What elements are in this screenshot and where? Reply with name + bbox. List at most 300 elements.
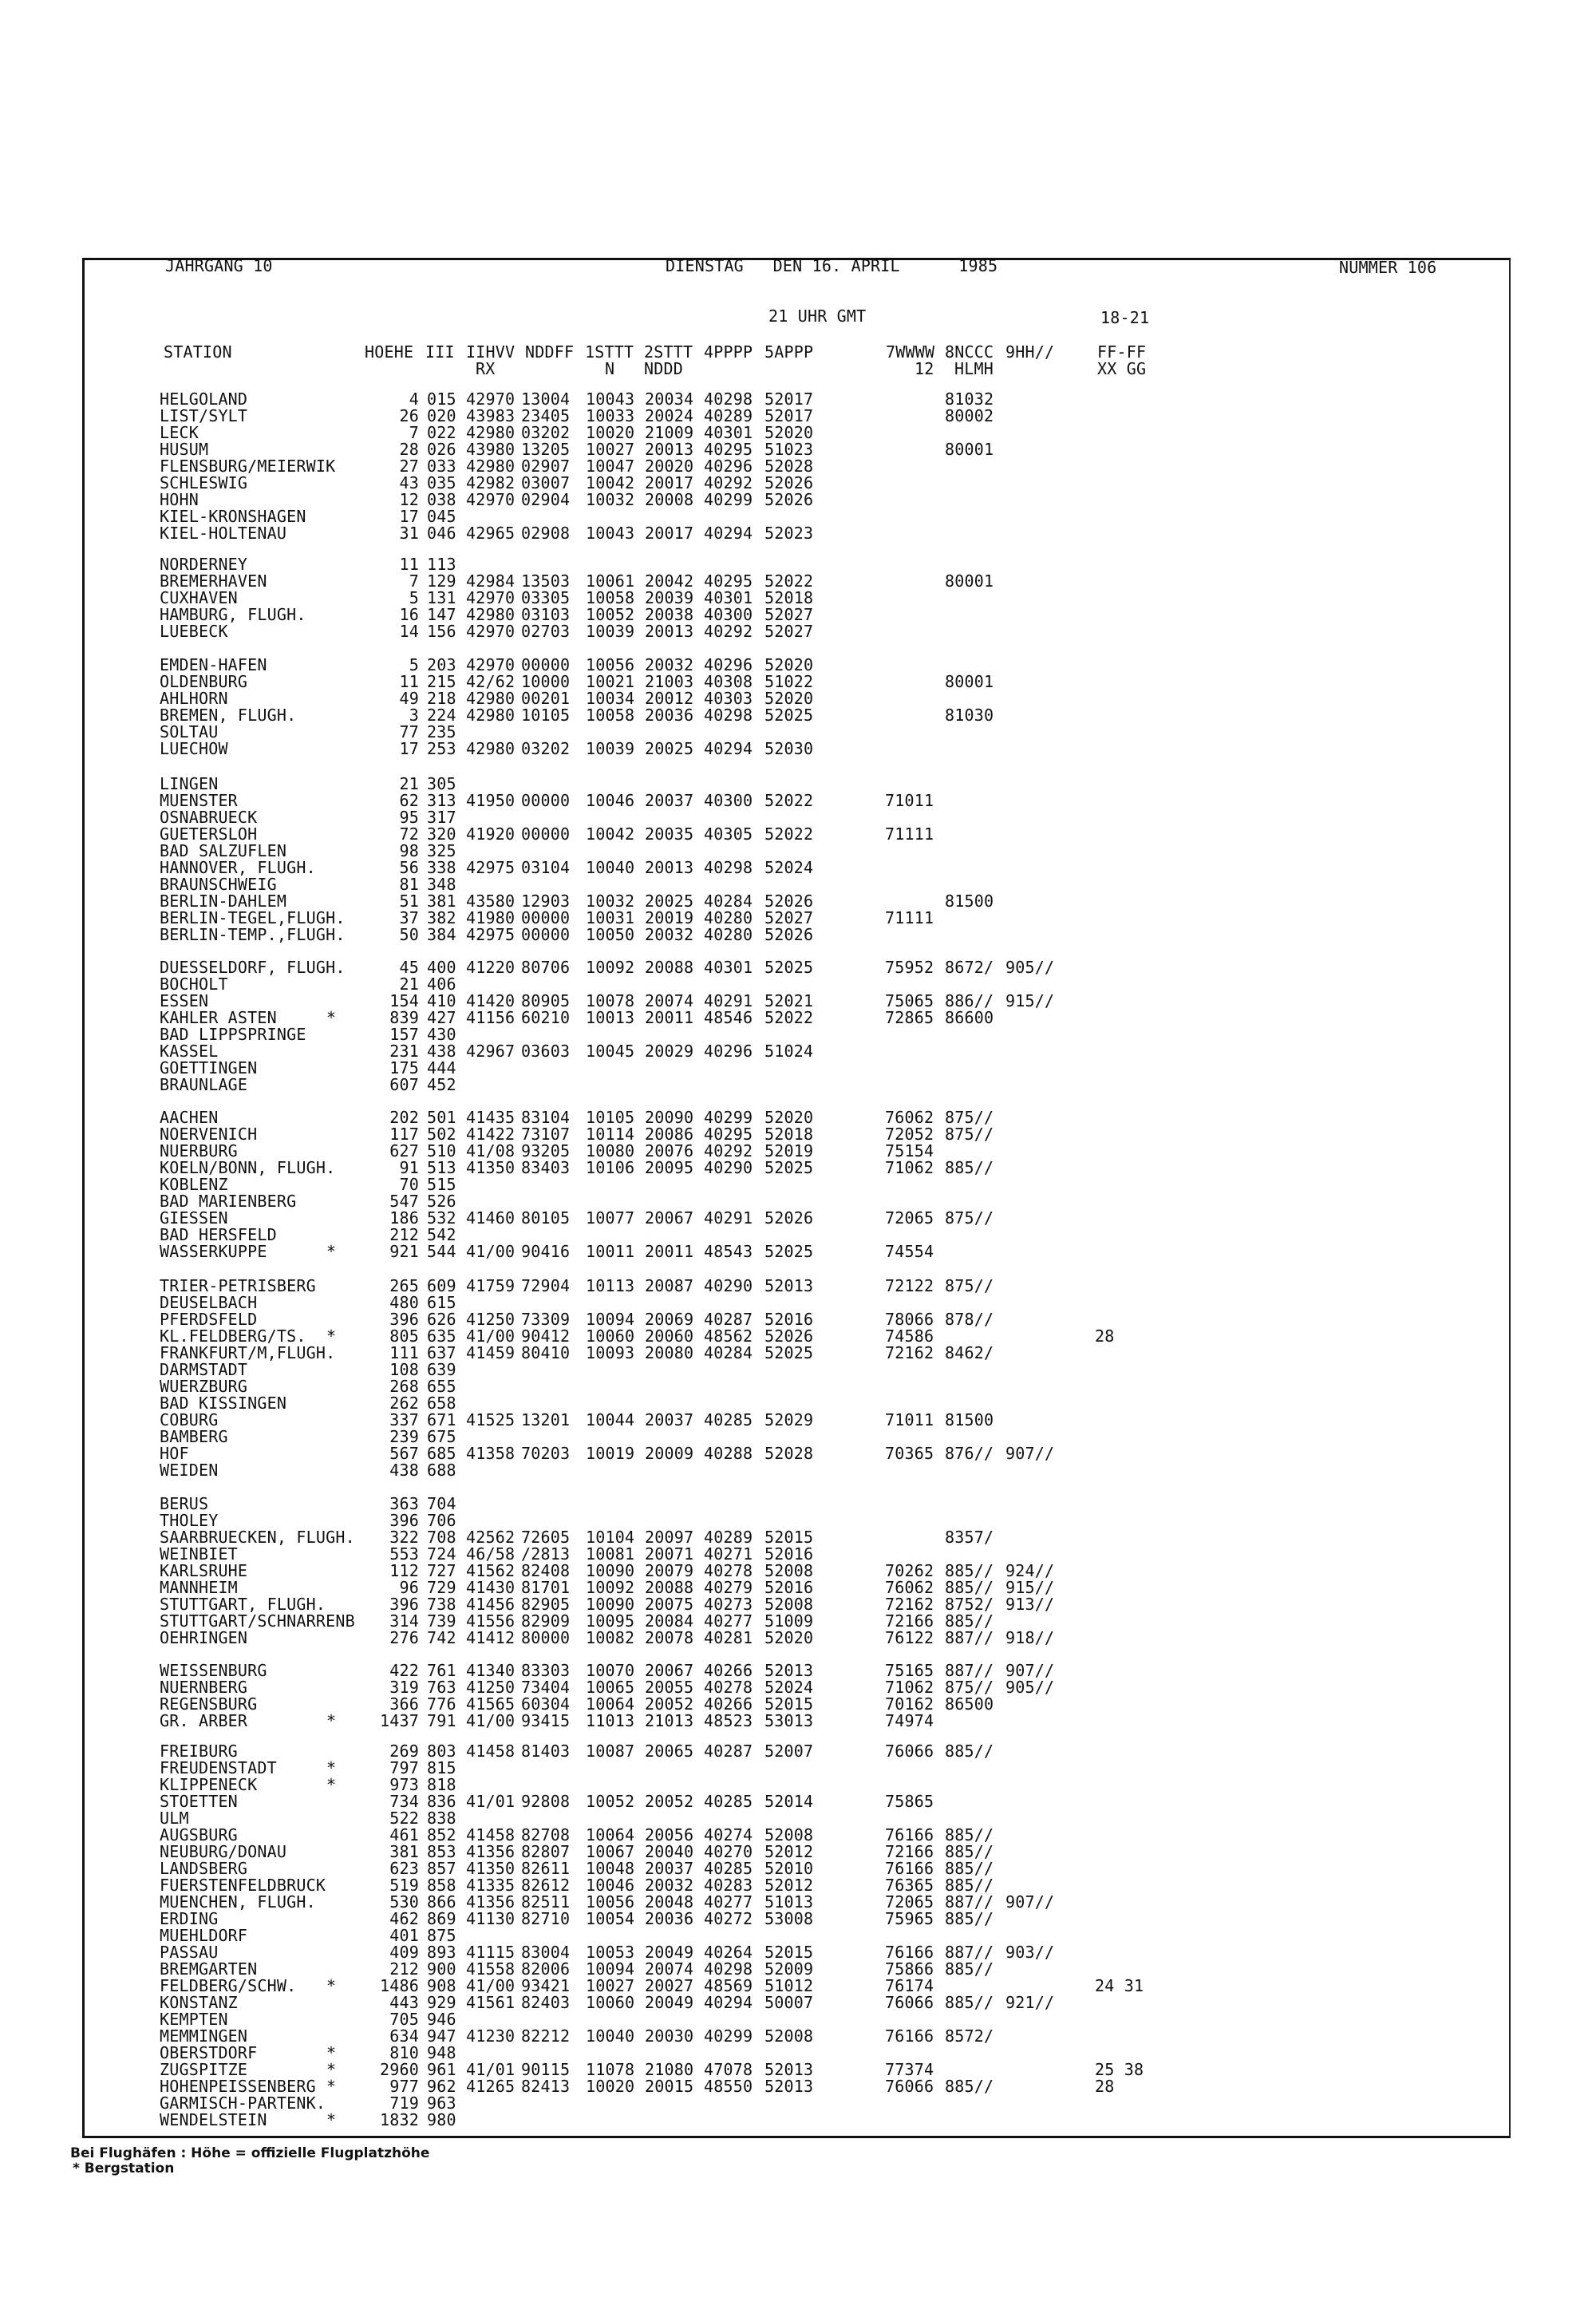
cell-station-name: BREMGARTEN	[160, 1959, 258, 1979]
cell-1sttt: 10039	[586, 739, 635, 758]
cell-5appp: 52017	[764, 406, 814, 425]
cell-nddff: 00000	[521, 655, 571, 674]
cell-5appp: 51013	[764, 1892, 814, 1912]
cell-iihvv: 41435	[466, 1108, 516, 1127]
cell-iii: 348	[427, 875, 456, 894]
cell-2sttt: 20011	[645, 1242, 694, 1261]
cell-iii: 946	[427, 2010, 456, 2029]
cell-iihvv: 41456	[466, 1595, 516, 1614]
cell-nddff: 70203	[521, 1444, 571, 1463]
cell-4pppp: 40294	[704, 1993, 753, 2012]
cell-8nccc: 8672/	[945, 958, 994, 977]
cell-station-name: BERUS	[160, 1494, 209, 1513]
cell-iihvv: 41250	[466, 1310, 516, 1329]
cell-1sttt: 10056	[586, 655, 635, 674]
cell-iihvv: 41350	[466, 1859, 516, 1878]
station-row	[0, 809, 1596, 826]
cell-4pppp: 40296	[704, 1042, 753, 1061]
cell-nddff: 13004	[521, 389, 571, 409]
cell-nddff: 13503	[521, 571, 571, 591]
cell-station-name: GUETERSLOH	[160, 824, 258, 844]
cell-mountain-marker: *	[326, 2077, 337, 2096]
cell-iii: 708	[427, 1528, 456, 1547]
cell-station-name: BAD SALZUFLEN	[160, 841, 287, 860]
cell-2sttt: 20078	[645, 1628, 694, 1647]
cell-nddff: 83104	[521, 1108, 571, 1127]
cell-5appp: 52020	[764, 1628, 814, 1647]
cell-hoehe: 977	[389, 2077, 419, 2096]
station-row	[0, 976, 1596, 993]
cell-4pppp: 48562	[704, 1326, 753, 1346]
station-row	[0, 1462, 1596, 1479]
cell-7wwww: 72162	[885, 1343, 934, 1362]
cell-5appp: 52012	[764, 1842, 814, 1861]
cell-8nccc: 885//	[945, 1876, 994, 1895]
cell-iii: 929	[427, 1993, 456, 2012]
cell-iii: 615	[427, 1293, 456, 1312]
footnote-airports: Bei Flughäfen : Höhe = offizielle Flugplatzhöhe	[70, 2145, 430, 2161]
station-row	[0, 1662, 1596, 1679]
station-row	[0, 2045, 1596, 2062]
cell-7wwww: 76365	[885, 1876, 934, 1895]
cell-station-name: FUERSTENFELDBRUCK	[160, 1876, 326, 1895]
cell-station-name: GARMISCH-PARTENK.	[160, 2093, 326, 2113]
cell-station-name: HELGOLAND	[160, 389, 248, 409]
cell-hoehe: 21	[399, 975, 419, 994]
cell-nddff: 93415	[521, 1711, 571, 1730]
cell-2sttt: 20009	[645, 1444, 694, 1463]
cell-1sttt: 10048	[586, 1859, 635, 1878]
cell-nddff: 93421	[521, 1976, 571, 1995]
cell-5appp: 52026	[764, 925, 814, 944]
cell-hoehe: 422	[389, 1661, 419, 1680]
cell-iihvv: 41358	[466, 1444, 516, 1463]
cell-8nccc: 81032	[945, 389, 994, 409]
cell-8nccc: 86500	[945, 1694, 994, 1714]
col-subhead-ff-ff: XX GG	[1097, 359, 1147, 378]
cell-4pppp: 40290	[704, 1158, 753, 1177]
station-row	[0, 1995, 1596, 2011]
cell-iii: 836	[427, 1792, 456, 1811]
station-row	[0, 623, 1596, 640]
cell-station-name: KIEL-HOLTENAU	[160, 524, 287, 543]
cell-4pppp: 40272	[704, 1909, 753, 1928]
cell-9hh: 907//	[1005, 1661, 1055, 1680]
cell-iii: 400	[427, 958, 456, 977]
cell-iii: 688	[427, 1461, 456, 1480]
cell-hoehe: 231	[389, 1042, 419, 1061]
cell-2sttt: 20017	[645, 524, 694, 543]
cell-iihvv: 41350	[466, 1158, 516, 1177]
cell-iii: 815	[427, 1758, 456, 1777]
cell-2sttt: 20025	[645, 739, 694, 758]
header-number: NUMMER 106	[1339, 258, 1437, 277]
cell-iii: 235	[427, 722, 456, 741]
cell-2sttt: 20087	[645, 1276, 694, 1295]
cell-iihvv: 42980	[466, 706, 516, 725]
cell-1sttt: 10047	[586, 457, 635, 476]
cell-2sttt: 20039	[645, 588, 694, 607]
cell-nddff: 00201	[521, 689, 571, 708]
station-row	[0, 1210, 1596, 1227]
cell-7wwww: 71011	[885, 1410, 934, 1429]
cell-2sttt: 20086	[645, 1125, 694, 1144]
cell-station-name: BREMERHAVEN	[160, 571, 267, 591]
cell-station-name: BRAUNSCHWEIG	[160, 875, 277, 894]
cell-nddff: 82006	[521, 1959, 571, 1979]
cell-1sttt: 10034	[586, 689, 635, 708]
cell-hoehe: 16	[399, 605, 419, 624]
cell-iihvv: 41115	[466, 1943, 516, 1962]
station-row	[0, 391, 1596, 408]
cell-1sttt: 10032	[586, 892, 635, 911]
cell-hoehe: 262	[389, 1394, 419, 1413]
station-row	[0, 1579, 1596, 1596]
cell-nddff: 10105	[521, 706, 571, 725]
cell-8nccc: 875//	[945, 1108, 994, 1127]
cell-hoehe: 438	[389, 1461, 419, 1480]
cell-hoehe: 37	[399, 908, 419, 927]
cell-4pppp: 40295	[704, 1125, 753, 1144]
cell-hoehe: 480	[389, 1293, 419, 1312]
cell-7wwww: 74974	[885, 1711, 934, 1730]
cell-iihvv: 42984	[466, 571, 516, 591]
cell-7wwww: 76062	[885, 1578, 934, 1597]
cell-nddff: 93205	[521, 1141, 571, 1160]
cell-nddff: 02908	[521, 524, 571, 543]
cell-nddff: 03103	[521, 605, 571, 624]
cell-5appp: 52027	[764, 605, 814, 624]
cell-7wwww: 72166	[885, 1842, 934, 1861]
cell-station-name: BOCHOLT	[160, 975, 228, 994]
header-jahrgang: JAHRGANG 10	[165, 256, 273, 275]
cell-2sttt: 20069	[645, 1310, 694, 1329]
cell-5appp: 52010	[764, 1859, 814, 1878]
cell-nddff: 82612	[521, 1876, 571, 1895]
cell-1sttt: 10092	[586, 1578, 635, 1597]
cell-7wwww: 76122	[885, 1628, 934, 1647]
cell-iihvv: 41556	[466, 1611, 516, 1631]
cell-iii: 852	[427, 1825, 456, 1844]
cell-station-name: STUTTGART, FLUGH.	[160, 1595, 326, 1614]
cell-5appp: 52020	[764, 1108, 814, 1127]
cell-iii: 962	[427, 2077, 456, 2096]
cell-4pppp: 40266	[704, 1694, 753, 1714]
cell-station-name: BAD KISSINGEN	[160, 1394, 287, 1413]
cell-7wwww: 75965	[885, 1909, 934, 1928]
cell-2sttt: 20027	[645, 1976, 694, 1995]
station-row	[0, 1827, 1596, 1844]
cell-9hh: 907//	[1005, 1892, 1055, 1912]
cell-2sttt: 20040	[645, 1842, 694, 1861]
cell-nddff: 03007	[521, 473, 571, 492]
cell-5appp: 52016	[764, 1544, 814, 1564]
cell-9hh: 915//	[1005, 991, 1055, 1010]
station-row	[0, 1679, 1596, 1696]
cell-7wwww: 70262	[885, 1561, 934, 1580]
col-head-ff-ff: FF-FF	[1097, 342, 1147, 362]
cell-nddff: 00000	[521, 908, 571, 927]
cell-2sttt: 20032	[645, 1876, 694, 1895]
cell-station-name: NEUBURG/DONAU	[160, 1842, 287, 1861]
cell-7wwww: 72065	[885, 1892, 934, 1912]
cell-8nccc: 8357/	[945, 1528, 994, 1547]
cell-iihvv: 42562	[466, 1528, 516, 1547]
cell-iihvv: 41980	[466, 908, 516, 927]
cell-9hh: 907//	[1005, 1444, 1055, 1463]
cell-iihvv: 41565	[466, 1694, 516, 1714]
cell-7wwww: 76174	[885, 1976, 934, 1995]
cell-8nccc: 885//	[945, 1611, 994, 1631]
cell-2sttt: 21009	[645, 423, 694, 442]
cell-iii: 727	[427, 1561, 456, 1580]
cell-iii: 113	[427, 555, 456, 574]
cell-iihvv: 41430	[466, 1578, 516, 1597]
cell-1sttt: 10060	[586, 1326, 635, 1346]
station-row	[0, 959, 1596, 976]
cell-iihvv: 42967	[466, 1042, 516, 1061]
cell-1sttt: 10043	[586, 389, 635, 409]
cell-iii: 875	[427, 1926, 456, 1945]
station-row	[0, 1328, 1596, 1345]
cell-1sttt: 10092	[586, 958, 635, 977]
cell-5appp: 52013	[764, 1661, 814, 1680]
cell-1sttt: 10058	[586, 588, 635, 607]
cell-5appp: 52026	[764, 473, 814, 492]
cell-4pppp: 40291	[704, 991, 753, 1010]
cell-station-name: BERLIN-TEMP.,FLUGH.	[160, 925, 346, 944]
cell-iii: 510	[427, 1141, 456, 1160]
cell-mountain-marker: *	[326, 1976, 337, 1995]
cell-1sttt: 10039	[586, 622, 635, 641]
cell-iii: 224	[427, 706, 456, 725]
cell-8nccc: 875//	[945, 1678, 994, 1697]
cell-2sttt: 20079	[645, 1561, 694, 1580]
cell-station-name: PFERDSFELD	[160, 1310, 258, 1329]
cell-1sttt: 10105	[586, 1108, 635, 1127]
cell-hoehe: 239	[389, 1427, 419, 1446]
station-row	[0, 724, 1596, 741]
cell-nddff: 82807	[521, 1842, 571, 1861]
cell-hoehe: 627	[389, 1141, 419, 1160]
cell-5appp: 52015	[764, 1694, 814, 1714]
cell-iihvv: 42980	[466, 739, 516, 758]
cell-hoehe: 49	[399, 689, 419, 708]
cell-iii: 671	[427, 1410, 456, 1429]
cell-station-name: KL.FELDBERG/TS.	[160, 1326, 306, 1346]
cell-2sttt: 20056	[645, 1825, 694, 1844]
cell-8nccc: 80001	[945, 571, 994, 591]
station-row	[0, 2028, 1596, 2045]
cell-5appp: 52030	[764, 739, 814, 758]
cell-iihvv: 43580	[466, 892, 516, 911]
station-row	[0, 1227, 1596, 1243]
cell-hoehe: 51	[399, 892, 419, 911]
cell-2sttt: 20049	[645, 1993, 694, 2012]
footnote-mountain-station: * Bergstation	[73, 2161, 175, 2176]
station-row	[0, 793, 1596, 809]
cell-station-name: ZUGSPITZE	[160, 2060, 248, 2079]
station-row	[0, 1345, 1596, 1362]
cell-iii: 639	[427, 1360, 456, 1379]
cell-1sttt: 10052	[586, 1792, 635, 1811]
cell-4pppp: 40299	[704, 1108, 753, 1127]
cell-iihvv: 42975	[466, 925, 516, 944]
cell-1sttt: 10058	[586, 706, 635, 725]
cell-2sttt: 20013	[645, 858, 694, 877]
cell-nddff: /2813	[521, 1544, 571, 1564]
station-row	[0, 1844, 1596, 1860]
cell-station-name: OBERSTDORF	[160, 2043, 258, 2062]
cell-hoehe: 7	[409, 423, 419, 442]
cell-1sttt: 10040	[586, 2026, 635, 2046]
station-row	[0, 1445, 1596, 1462]
cell-1sttt: 10081	[586, 1544, 635, 1564]
cell-iihvv: 42982	[466, 473, 516, 492]
cell-2sttt: 20037	[645, 1410, 694, 1429]
cell-iii: 046	[427, 524, 456, 543]
cell-iihvv: 41420	[466, 991, 516, 1010]
cell-iihvv: 41759	[466, 1276, 516, 1295]
cell-iii: 156	[427, 622, 456, 641]
cell-nddff: 82611	[521, 1859, 571, 1878]
cell-hoehe: 212	[389, 1959, 419, 1979]
cell-8nccc: 886//	[945, 991, 994, 1010]
cell-iii: 325	[427, 841, 456, 860]
col-head-7wwww: 7WWWW	[886, 342, 935, 362]
cell-4pppp: 40284	[704, 892, 753, 911]
cell-station-name: OEHRINGEN	[160, 1628, 248, 1647]
cell-iii: 818	[427, 1775, 456, 1794]
cell-station-name: BAD LIPPSPRINGE	[160, 1025, 306, 1044]
cell-iihvv: 41356	[466, 1892, 516, 1912]
station-row	[0, 573, 1596, 590]
cell-2sttt: 21003	[645, 672, 694, 691]
col-head-hoehe: HOEHE	[365, 342, 414, 362]
cell-1sttt: 10054	[586, 1909, 635, 1928]
cell-5appp: 52027	[764, 622, 814, 641]
cell-hoehe: 91	[399, 1158, 419, 1177]
station-row	[0, 408, 1596, 425]
cell-hoehe: 553	[389, 1544, 419, 1564]
cell-iii: 761	[427, 1661, 456, 1680]
cell-nddff: 80410	[521, 1343, 571, 1362]
cell-iihvv: 42970	[466, 655, 516, 674]
cell-iii: 026	[427, 440, 456, 459]
cell-5appp: 52007	[764, 1742, 814, 1761]
cell-7wwww: 77374	[885, 2060, 934, 2079]
station-row	[0, 876, 1596, 893]
cell-7wwww: 76066	[885, 1742, 934, 1761]
cell-7wwww: 72122	[885, 1276, 934, 1295]
cell-iihvv: 42970	[466, 389, 516, 409]
cell-9hh: 905//	[1005, 958, 1055, 977]
cell-nddff: 03305	[521, 588, 571, 607]
cell-1sttt: 10061	[586, 571, 635, 591]
cell-1sttt: 10032	[586, 490, 635, 509]
cell-iii: 544	[427, 1242, 456, 1261]
station-row	[0, 1911, 1596, 1927]
cell-hoehe: 21	[399, 774, 419, 793]
cell-station-name: NUERBURG	[160, 1141, 238, 1160]
cell-9hh: 915//	[1005, 1578, 1055, 1597]
cell-4pppp: 40273	[704, 1595, 753, 1614]
col-subhead-1sttt: N	[605, 359, 615, 378]
cell-nddff: 82710	[521, 1909, 571, 1928]
station-row	[0, 741, 1596, 757]
cell-7wwww: 76166	[885, 1943, 934, 1962]
cell-hoehe: 366	[389, 1694, 419, 1714]
cell-2sttt: 20055	[645, 1678, 694, 1697]
cell-iihvv: 41/00	[466, 1976, 516, 1995]
cell-5appp: 52008	[764, 1595, 814, 1614]
cell-nddff: 23405	[521, 406, 571, 425]
cell-4pppp: 40300	[704, 791, 753, 810]
cell-1sttt: 11013	[586, 1711, 635, 1730]
cell-8nccc: 887//	[945, 1661, 994, 1680]
cell-iii: 215	[427, 672, 456, 691]
station-row	[0, 657, 1596, 674]
cell-hoehe: 973	[389, 1775, 419, 1794]
cell-8nccc: 885//	[945, 1842, 994, 1861]
cell-hoehe: 268	[389, 1377, 419, 1396]
cell-9hh: 924//	[1005, 1561, 1055, 1580]
cell-hoehe: 734	[389, 1792, 419, 1811]
cell-nddff: 00000	[521, 791, 571, 810]
cell-nddff: 80905	[521, 991, 571, 1010]
cell-nddff: 82403	[521, 1993, 571, 2012]
cell-station-name: KOELN/BONN, FLUGH.	[160, 1158, 336, 1177]
cell-5appp: 52013	[764, 2077, 814, 2096]
cell-1sttt: 10046	[586, 1876, 635, 1895]
cell-iii: 438	[427, 1042, 456, 1061]
cell-8nccc: 887//	[945, 1628, 994, 1647]
station-row	[0, 927, 1596, 943]
cell-station-name: OSNABRUECK	[160, 808, 258, 827]
cell-iii: 038	[427, 490, 456, 509]
col-head-9hh: 9HH//	[1005, 342, 1055, 362]
cell-station-name: DARMSTADT	[160, 1360, 248, 1379]
cell-iihvv: 41230	[466, 2026, 516, 2046]
station-row	[0, 475, 1596, 492]
cell-iihvv: 46/58	[466, 1544, 516, 1564]
station-row	[0, 1378, 1596, 1395]
cell-iihvv: 41525	[466, 1410, 516, 1429]
cell-nddff: 60210	[521, 1008, 571, 1027]
cell-9hh: 905//	[1005, 1678, 1055, 1697]
cell-2sttt: 20032	[645, 655, 694, 674]
cell-iii: 739	[427, 1611, 456, 1631]
cell-station-name: WASSERKUPPE	[160, 1242, 267, 1261]
cell-hoehe: 462	[389, 1909, 419, 1928]
cell-nddff: 03603	[521, 1042, 571, 1061]
cell-mountain-marker: *	[326, 2043, 337, 2062]
station-row	[0, 993, 1596, 1010]
cell-station-name: THOLEY	[160, 1511, 219, 1530]
cell-4pppp: 40298	[704, 858, 753, 877]
cell-2sttt: 20030	[645, 2026, 694, 2046]
cell-7wwww: 72166	[885, 1611, 934, 1631]
cell-hoehe: 212	[389, 1225, 419, 1244]
cell-iii: 022	[427, 423, 456, 442]
cell-iii: 410	[427, 991, 456, 1010]
cell-nddff: 00000	[521, 824, 571, 844]
cell-hoehe: 77	[399, 722, 419, 741]
cell-station-name: LECK	[160, 423, 199, 442]
cell-2sttt: 21080	[645, 2060, 694, 2079]
cell-station-name: GR. ARBER	[160, 1711, 248, 1730]
cell-hoehe: 62	[399, 791, 419, 810]
